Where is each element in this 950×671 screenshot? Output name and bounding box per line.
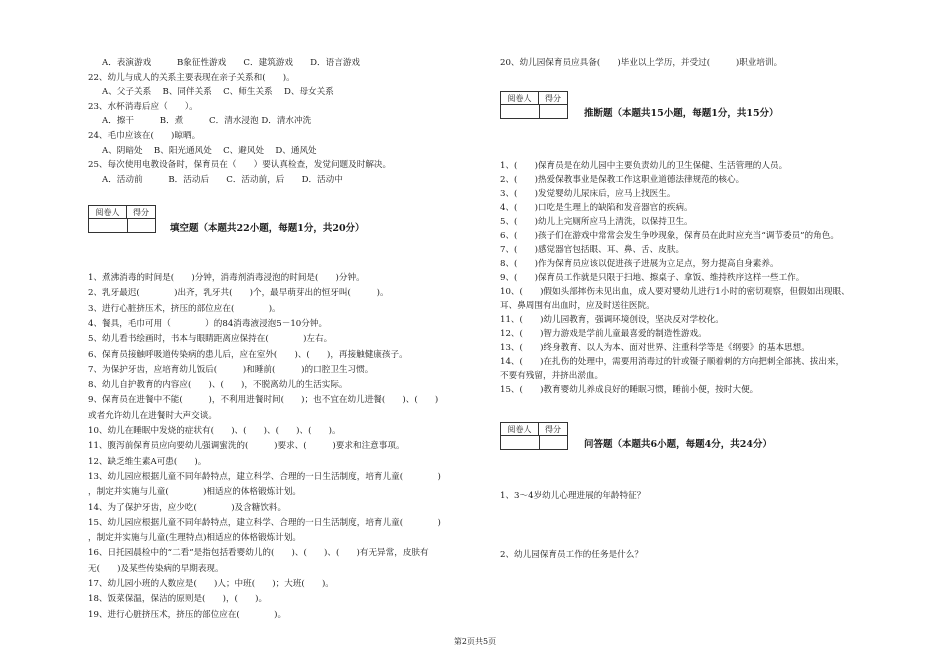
fill-question-line: 12、缺乏维生素A可患( )。 <box>88 456 207 467</box>
judge-question-line: 10、( )假如头部摔伤未见出血，成人要对婴幼儿进行1小时的密切观察，但假如出现眼、 <box>500 287 850 297</box>
choice-question-line: 24、毛巾应该在( )晾晒。 <box>88 131 201 141</box>
judge-question-line: 耳、鼻周围有出血时，应及时送往医院。 <box>500 301 655 311</box>
judge-section-title: 推断题（本题共15小题，每题1分，共15分） <box>584 108 779 119</box>
choice-question-line: A、阴暗处 B、阳光通风处 C、避风处 D、通风处 <box>102 145 317 156</box>
fill-score-box <box>88 205 156 233</box>
judge-question-line: 2、( )热爱保教事业是保教工作这职业道德法律规范的核心。 <box>500 175 745 185</box>
score-box-score-label: 得分 <box>127 206 155 219</box>
judge-question-line: 3、( )发觉婴幼儿尿床后，应马上找医生。 <box>500 189 676 199</box>
judge-question-line: 7、( )感觉器官包括眼、耳、鼻、舌、皮肤。 <box>500 245 685 255</box>
page-footer: 第2页共5页 <box>453 637 497 646</box>
fill-question-line: 8、幼儿自护教育的内容应( )、( )，不脱离幼儿的生活实际。 <box>88 380 348 391</box>
fill-question-line: 7、为保护牙齿，应培育幼儿饭后( )和睡前( )的口腔卫生习惯。 <box>88 364 374 375</box>
score-box-grader-label: 阅卷人 <box>501 92 539 105</box>
qa-score-box <box>500 422 568 450</box>
judge-score-box <box>500 91 568 119</box>
choice-question-line: A．表演游戏 B象征性游戏 C．建筑游戏 D．语言游戏 <box>102 58 361 68</box>
fill-question-line: 9、保育员在进餐中不能( )，不利用进餐时间( )；也不宜在幼儿进餐( )、( ) <box>88 395 439 406</box>
fill-question-line: ，制定并实施与儿童(生理特点)相适应的体格锻炼计划。 <box>88 533 301 544</box>
choice-question-line: 22、幼儿与成人的关系主要表现在亲子关系和( )。 <box>88 72 295 83</box>
fill-question-line: 17、幼儿园小班的人数应是( )人；中班( )；大班( )。 <box>88 579 334 589</box>
judge-question-line: 14、( )在扎伤的处理中，需要用消毒过的针或镊子顺着刺的方向把刺全部挑、拔出来， <box>500 357 845 367</box>
fill-section-title: 填空题（本题共22小题，每题1分，共20分） <box>170 223 365 234</box>
judge-question-line: 5、( )幼儿上完厕所应马上清洗，以保持卫生。 <box>500 217 693 227</box>
judge-question-line: 4、( )口吃是生理上的缺陷和发音器官的疾病。 <box>500 203 693 213</box>
qa-question-2: 2、幼儿园保育员工作的任务是什么？ <box>500 550 643 560</box>
fill-question-line: 6、保育员接触呼吸道传染病的患儿后，应在室外( )、( )，再接触健康孩子。 <box>88 349 408 360</box>
choice-question-line: 23、水杯消毒后应（ ）。 <box>88 101 198 112</box>
score-box-grader-label: 阅卷人 <box>89 206 127 219</box>
judge-question-line: 11、( )幼儿园教育，强调环境创设，坚决反对学校化。 <box>500 315 724 325</box>
fill-question-line: 或者允许幼儿在进餐时大声交谈。 <box>88 410 217 421</box>
fill-question-line: 14、为了保护牙齿，应少吃( )及含糖饮料。 <box>88 502 287 513</box>
fill-question-line: 10、幼儿在睡眠中发烧的症状有( )、( )、( )、( )。 <box>88 426 341 436</box>
fill-question-line: 16、日托园晨检中的“二看”是指包括看婴幼儿的( )、( )、( )有无异常，皮肤有 <box>88 548 429 559</box>
fill-question-line: 18、饭菜保温，保洁的原则是( )，( )。 <box>88 594 268 605</box>
judge-question-line: 6、( )孩子们在游戏中常常会发生争吵现象，保育员在此时应充当“调节委员”的角色。 <box>500 231 839 241</box>
judge-question-line: 15、( )教育婴幼儿养成良好的睡眠习惯，睡前小便，按时大便。 <box>500 385 759 395</box>
fill-question-line: 4、餐具，毛巾可用（ ）的84消毒液浸泡5－10分钟。 <box>88 318 328 329</box>
qa-question-1: 1、3～4岁幼儿心理进展的年龄特征？ <box>500 491 646 501</box>
judge-question-line: 8、( )作为保育员应该以促进孩子进展为立足点，努力提高自身素养。 <box>500 259 779 269</box>
judge-question-line: 不要有残留，并挤出淤血。 <box>500 371 604 381</box>
score-box-grader-label: 阅卷人 <box>501 423 539 436</box>
fill-question-line: 15、幼儿园应根据儿童不同年龄特点，建立科学、合理的一日生活制度，培育儿童( ) <box>88 517 441 528</box>
fill-question-line: 无( )及某些传染病的早期表现。 <box>88 563 224 574</box>
fill-question-line: 3、进行心脏挤压术，挤压的部位应在( )。 <box>88 303 281 314</box>
judge-question-line: 13、( )终身教育、以人为本、面对世界、注重科学等是《纲要》的基本思想。 <box>500 343 810 353</box>
score-box-score-label: 得分 <box>539 92 567 105</box>
score-box-score-label: 得分 <box>539 423 567 436</box>
judge-question-line: 12、( )智力游戏是学前儿童最喜爱的制造性游戏。 <box>500 329 707 339</box>
fill-question-line: 11、腹泻前保育员应向要幼儿强调蜜洗的( )要求、( )要求和注意事项。 <box>88 441 405 452</box>
fill-question-line: 1、煮沸消毒的时间是( )分钟，消毒剂消毒浸泡的时间是( )分钟。 <box>88 273 365 283</box>
fill-question-line: 13、幼儿园应根据儿童不同年龄特点，建立科学、合理的一日生活制度，培育儿童( ) <box>88 471 441 482</box>
choice-question-line: A．活动前 B．活动后 C．活动前，后 D．活动中 <box>102 174 343 185</box>
judge-question-line: 9、( )保育员工作就是只限于扫地、擦桌子、拿饭、维持秩序这样一些工作。 <box>500 273 805 283</box>
fill-question-line: 2、乳牙最迟( )出齐，乳牙共( )个，最早萌芽出的恒牙叫( )。 <box>88 288 389 299</box>
fill-question-line: 19、进行心脏挤压术，挤压的部位应在( )。 <box>88 609 287 620</box>
question-20: 20、幼儿园保育员应具备( )毕业以上学历，并受过( )职业培训。 <box>500 58 783 68</box>
qa-section-title: 问答题（本题共6小题，每题4分，共24分） <box>584 439 772 450</box>
choice-question-line: A、父子关系 B、同伴关系 C、师生关系 D、母女关系 <box>102 87 334 98</box>
choice-question-line: A．擦干 B．煮 C．清水浸泡 D．清水冲洗 <box>102 116 312 127</box>
judge-question-line: 1、( )保育员是在幼儿园中主要负责幼儿的卫生保健、生活管理的人员。 <box>500 161 788 171</box>
fill-question-line: ，制定并实施与儿童( )相适应的体格锻炼计划。 <box>88 487 301 498</box>
fill-question-line: 5、幼儿看书绘画时，书本与眼睛距离应保持在( )左右。 <box>88 334 333 345</box>
choice-question-line: 25、每次使用电教设备时，保育员在（ ）要认真检查，发觉问题及时解决。 <box>88 160 392 171</box>
